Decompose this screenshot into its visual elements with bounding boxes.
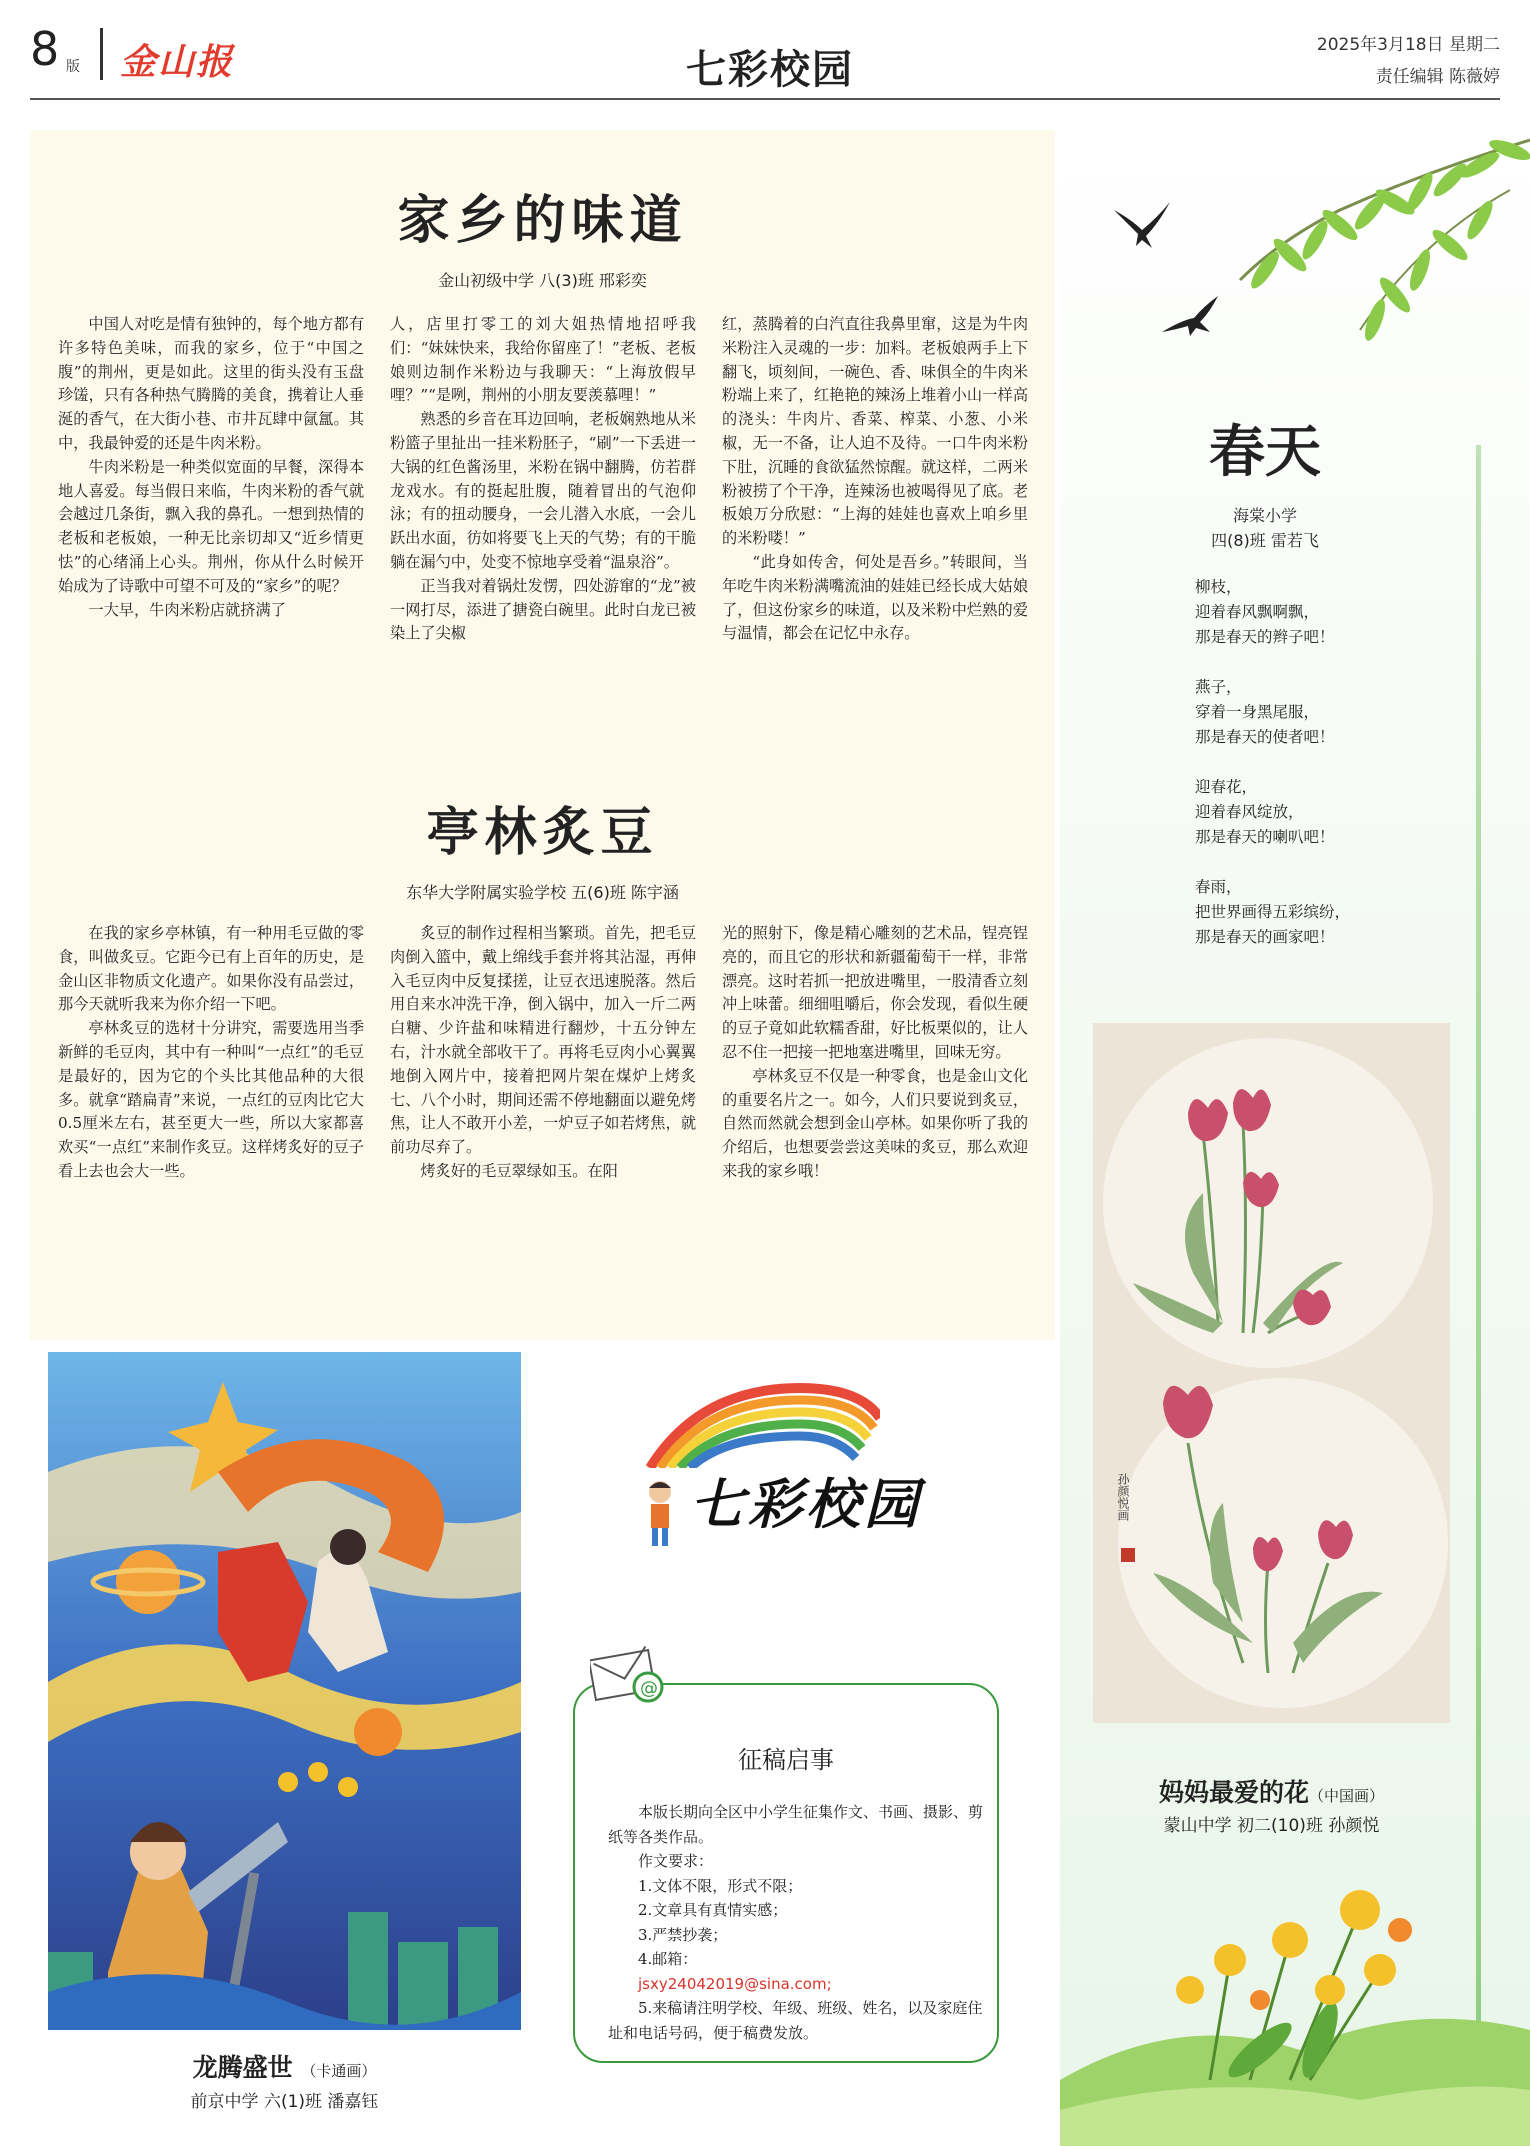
flower-hill-illustration [1060,1880,1530,2146]
poem-line: 迎着春风绽放， [1195,803,1304,821]
notice-req-title: 作文要求： [638,1852,714,1870]
poem-line: 那是春天的画家吧！ [1195,928,1335,946]
article2-title: 亭林炙豆 [426,803,659,863]
article2-col1 [58,922,364,1184]
poem-line: 那是春天的辫子吧！ [1195,628,1335,646]
page-number: 8 [30,22,60,76]
article1-byline: 金山初级中学 八(3)班 邢彩奕 [438,271,647,290]
poem-stanza [1195,575,1455,650]
notice-item: 1.文体不限，形式不限； [638,1876,803,1895]
rainbow-brush-icon [640,1378,880,1468]
tulip-painting-image [1093,1023,1450,1723]
poem-stanza [1195,675,1455,750]
poem-stanza [1195,775,1455,850]
willow-branch-illustration [1180,130,1530,360]
article2-body [58,922,1028,1184]
notice-body [608,1800,983,2045]
editor-credit: 责任编辑 陈薇婷 [1375,67,1500,87]
paragraph: 亭林炙豆的选材十分讲究，需要选用当季新鲜的毛豆肉，其中有一种叫“一点红”的毛豆是最好的，因为它的个头比其他品种的大很多。就拿“踏扁青”来说，一点红的豆肉比它大0.5厘米左右，甚至更大一些，所以大家都喜欢买“一点红”来制作炙豆。这样烤炙好的豆子看上去也会大一些。 [58,1019,364,1180]
poem-line: 迎春花， [1195,778,1258,796]
notice-title: 征稿启事 [738,1746,834,1774]
poem-line: 穿着一身黑尾服， [1195,703,1320,721]
tulip-caption-author: 蒙山中学 初二(10)班 孙颜悦 [1163,1816,1380,1836]
poem-author: 四(8)班 雷若飞 [1211,531,1319,550]
paragraph: 炙豆的制作过程相当繁琐。首先，把毛豆肉倒入篮中，戴上绵线手套并将其沾湿，再伸入毛豆肉中反复揉搓，让豆衣迅速脱落。然后用自来水冲洗干净，倒入锅中，加入一斤二两白糖、少许盐和味精进行翻炒，十五分钟左右，汁水就全部收干了。再将毛豆肉小心翼翼地倒入网片中，接着把网片架在煤炉上烤炙七、八个小时，期间还需不停地翻面以避免烤焦，让人不敢开小差，一炉豆子如若烤焦，就前功尽弃了。 [390,924,696,1157]
svg-text:@: @ [640,1678,658,1699]
article2-col3 [722,922,1028,1184]
article1-title: 家乡的味道 [397,191,688,251]
paragraph: 人，店里打零工的刘大姐热情地招呼我们：“妹妹快来，我给你留座了！”老板、老板娘则边制作米粉边与我聊天：“上海放假早哩？”“是咧，荆州的小朋友要羡慕哩！” [390,315,696,405]
dragon-painting [48,1352,521,2030]
paragraph: 一大早，牛肉米粉店就挤满了 [88,600,286,619]
article1-col1 [58,313,364,646]
poem-school: 海棠小学 [1232,506,1297,525]
paragraph: 光的照射下，像是精心雕刻的艺术品，锃亮锃亮的，而且它的形状和新疆葡萄干一样，非常漂亮。这时若抓一把放进嘴里，一股清香立刻冲上味蕾。细细咀嚼后，你会发现，看似生硬的豆子竟如此软糯香甜，好比板栗似的，让人忍不住一把接一把地塞进嘴里，回味无穷。 [722,924,1028,1061]
paragraph: 红，蒸腾着的白汽直往我鼻里窜，这是为牛肉米粉注入灵魂的一步：加料。老板娘两手上下翻飞，顷刻间，一碗色、香、味俱全的牛肉米粉端上来了，红艳艳的辣汤上堆着小山一样高的浇头：牛肉片、香菜、榨菜、小葱、小米椒，无一不备，让人迫不及待。一口牛肉米粉下肚，沉睡的食欲猛然惊醒。就这样，二两米粉被捞了个干净，连辣汤也被喝得见了底。老板娘万分欣慰：“上海的娃娃也喜欢上咱乡里的米粉喽！” [722,315,1028,548]
painting-type: （卡通画） [301,2062,377,2080]
article1-body [58,313,1028,646]
painting-title: 妈妈最爱的花 [1158,1778,1309,1807]
paragraph: 烤炙好的毛豆翠绿如玉。在阳 [420,1161,618,1180]
child-icon [640,1478,680,1548]
tulip-painting [1093,1023,1450,1723]
painting-seal [1121,1548,1135,1562]
poem-line: 春雨， [1195,878,1242,896]
poem-stanza [1195,875,1455,950]
paragraph: “此身如传舍，何处是吾乡。”转眼间，当年吃牛肉米粉满嘴流油的娃娃已经长成大姑娘了，但这份家乡的味道，以及米粉中烂熟的爱与温情，都会在记忆中永存。 [722,552,1028,643]
paragraph: 亭林炙豆不仅是一种零食，也是金山文化的重要名片之一。如今，人们只要说到炙豆，自然而然就会想到金山亭林。如果你听了我的介绍后，也想要尝尝这美味的炙豆，那么欢迎来我的家乡哦！ [722,1066,1028,1180]
paragraph: 中国人对吃是情有独钟的，每个地方都有许多特色美味，而我的家乡，位于“中国之腹”的荆州，更是如此。这里的街头没有玉盘珍馐，只有各种热气腾腾的美食，携着让人垂涎的香气，在大街小巷、市井瓦肆中氤氲。其中，我最钟爱的还是牛肉米粉。 [58,315,364,452]
poem-line: 迎着春风飘啊飘， [1195,603,1320,621]
paragraph: 在我的家乡亭林镇，有一种用毛豆做的零食，叫做炙豆。它距今已有上百年的历史，是金山区非物质文化遗产。如果你没有品尝过，那今天就听我来为你介绍一下吧。 [58,924,364,1014]
painting-type: （中国画） [1309,1787,1385,1805]
article2-byline: 东华大学附属实验学校 五(6)班 陈宇涵 [406,883,679,902]
column-logo-text: 七彩校园 [690,1472,922,1536]
painting-title: 龙腾盛世 [192,2053,293,2082]
notice-email-link[interactable]: jsxy24042019@sina.com; [638,1974,832,1993]
poem-line: 柳枝， [1195,578,1242,596]
painting-signature: 孙颜悦画 [1116,1473,1130,1521]
header-rule [30,98,1500,100]
poem-line: 燕子， [1195,678,1242,696]
page-number-suffix: 版 [66,59,80,75]
tulip-caption-title [1093,1773,1450,1809]
poem-line: 那是春天的喇叭吧！ [1195,828,1335,846]
header-divider [100,28,103,80]
swallow-icon [1112,200,1172,250]
notice-item: 4.邮箱： [638,1950,698,1968]
notice-intro: 本版长期向全区中小学生征集作文、书画、摄影、剪纸等各类作品。 [608,1803,984,1846]
newspaper-logo: 金山报 [120,41,235,83]
decorative-green-line [1476,445,1481,2095]
poem-line: 那是春天的使者吧！ [1195,728,1335,746]
notice-item: 2.文章具有真情实感； [638,1901,788,1919]
paragraph: 熟悉的乡音在耳边回响，老板娴熟地从米粉篮子里扯出一挂米粉胚子，“刷”一下丢进一大锅的红色酱汤里，米粉在锅中翻腾，仿若群龙戏水。有的挺起肚腹，随着冒出的气泡仰泳；有的扭动腰身，一会儿潜入水底，一会儿跃出水面，彷如将要飞上天的气势；有的干脆躺在漏勺中，处变不惊地享受着“温泉浴”。 [390,410,696,571]
swallow-icon [1160,292,1220,342]
dragon-caption-author: 前京中学 六(1)班 潘嘉钰 [190,2092,379,2112]
article1-col2 [390,313,696,646]
dragon-caption-title [48,2048,521,2084]
article2-col2 [390,922,696,1184]
article1-col3 [722,313,1028,646]
poem-line: 把世界画得五彩缤纷， [1195,903,1351,921]
envelope-icon [590,1645,670,1705]
paragraph: 牛肉米粉是一种类似宽面的早餐，深得本地人喜爱。每当假日来临，牛肉米粉的香气就会越过几条街，飘入我的鼻孔。一想到热情的老板和老板娘，一种无比亲切却又“近乡情更怯”的心绪涌上心头。荆州，你从什么时候开始成为了诗歌中可望不可及的“家乡”的呢？ [58,457,364,595]
notice-item: 3.严禁抄袭； [638,1925,728,1944]
section-title: 七彩校园 [686,47,854,93]
notice-item: 5.来稿请注明学校、年级、班级、姓名，以及家庭住址和电话号码，便于稿费发放。 [608,1999,983,2042]
poem-title: 春天 [1209,420,1321,485]
paragraph: 正当我对着锅灶发愣，四处游窜的“龙”被一网打尽，添进了搪瓷白碗里。此时白龙已被染上了尖椒 [390,576,696,643]
issue-date: 2025年3月18日 星期二 [1316,35,1500,55]
